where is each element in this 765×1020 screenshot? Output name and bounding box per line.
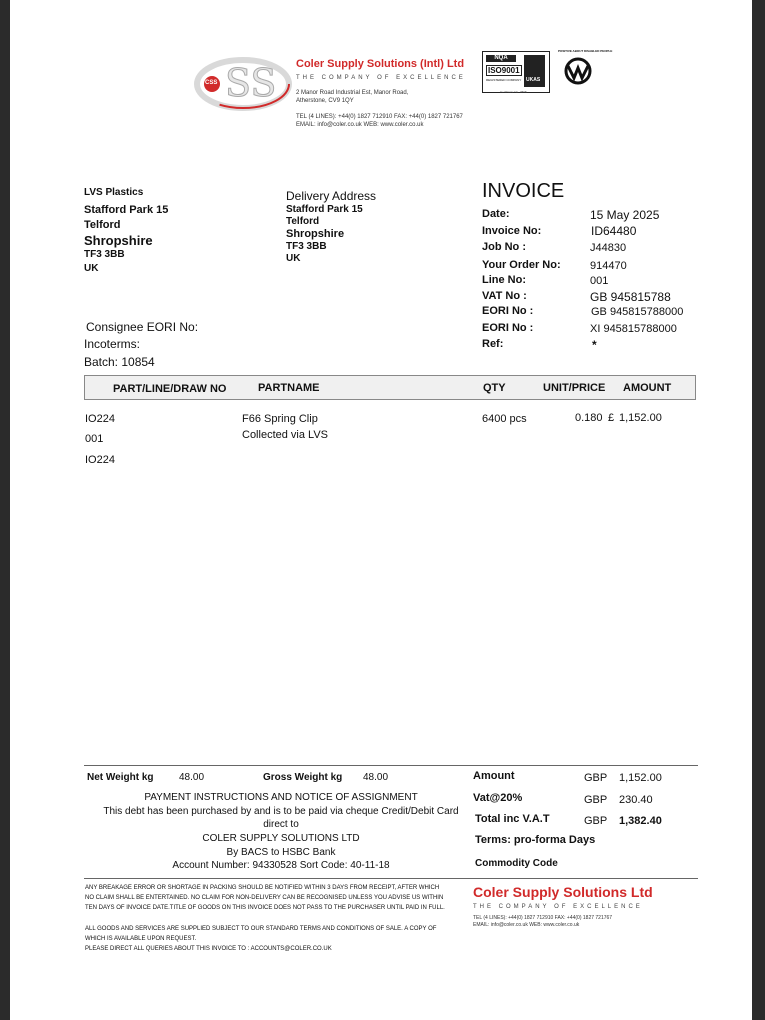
logo-text: CSS [205,80,218,86]
field-value-eori-xi: XI 945815788000 [590,323,677,335]
company-tagline: THE COMPANY OF EXCELLENCE [296,75,466,81]
invoice-title: INVOICE [482,180,565,202]
company-email: EMAIL: info@coler.co.uk WEB: www.coler.co.uk [296,122,424,128]
disclaimer-4: ALL GOODS AND SERVICES ARE SUPPLIED SUBJECT TO OUR STANDARD TERMS AND CONDITIONS OF SALE. A COPY OF [85,926,437,932]
bill-to-name: LVS Plastics [84,187,144,198]
gross-weight-value: 48.00 [363,772,389,783]
iso-label: ISO9001 [488,66,520,75]
field-value-invoice-no: ID64480 [591,224,637,238]
total-value: 1,382.40 [619,815,662,827]
footer-brand-email: EMAIL: info@coler.co.uk WEB: www.coler.co.uk [473,922,580,928]
vat-currency: GBP [584,794,608,806]
company-address-1: 2 Manor Road Industrial Est, Manor Road, [296,90,409,96]
field-label-order-no: Your Order No: [482,259,561,271]
amount-label: Amount [473,770,515,782]
payment-line6: Account Number: 94330528 Sort Code: 40-11-18 [172,860,390,871]
field-value-vat-no: GB 945815788 [590,290,671,304]
footer-brand: Coler Supply Solutions Ltd [473,884,653,900]
disclaimer-2: NO CLAIM SHALL BE ENTERTAINED. NO CLAIM FOR NON-DELIVERY CAN BE RECOGNISED UNLESS YOU ADVISE US WITHIN [85,895,444,901]
field-value-order-no: 914470 [590,260,627,272]
delivery-line5: UK [286,253,301,264]
ukas-block [524,55,545,87]
amount-currency: GBP [584,772,608,784]
bill-to-line2: Telford [84,219,121,231]
row-part: IO224 [85,413,115,425]
delivery-label: Delivery Address [286,189,377,203]
company-address-2: Atherstone, CV9 1QY [296,98,354,104]
amount-value: 1,152.00 [619,772,662,784]
iso-badge [482,51,550,93]
field-value-date: 15 May 2025 [590,208,660,222]
payment-line5: By BACS to HSBC Bank [226,847,336,858]
delivery-line3: Shropshire [286,228,345,240]
total-currency: GBP [584,815,608,827]
bill-to-line3: Shropshire [84,233,153,248]
commodity-code-label: Commodity Code [475,858,558,869]
payment-line1: PAYMENT INSTRUCTIONS AND NOTICE OF ASSIGNMENT [144,792,418,803]
field-label-job-no: Job No : [482,241,526,253]
footer-top-divider [84,765,698,766]
field-value-line-no: 001 [590,275,609,287]
bill-to-line1: Stafford Park 15 [84,204,169,216]
payment-line2: This debt has been purchased by and is to be paid via cheque Credit/Debit Card [103,806,459,817]
payment-line3: direct to [263,819,299,830]
delivery-line4: TF3 3BB [286,241,327,252]
company-name: Coler Supply Solutions (Intl) Ltd [296,58,465,70]
net-weight-value: 48.00 [179,772,205,783]
disclaimer-1: ANY BREAKAGE ERROR OR SHORTAGE IN PACKING SHOULD BE NOTIFIED WITHIN 3 DAYS FROM RECEIPT, AFTER WHICH [85,885,440,891]
incoterms-label: Incoterms: [84,337,141,351]
consignee-eori-label: Consignee EORI No: [86,320,199,334]
field-value-job-no: J44830 [590,242,627,254]
ukas-label: UKAS [526,77,541,83]
footer-bottom-divider [84,878,698,879]
row-qty: 6400 pcs [482,413,527,425]
svg-text:SS: SS [225,61,277,105]
field-label-invoice-no: Invoice No: [482,225,542,237]
row-line: 001 [85,433,104,445]
bill-to-line5: UK [84,263,99,274]
footer-brand-tel: TEL (4 LINES): +44(0) 1827 712910 FAX: +44(0) 1827 721767 [473,915,613,921]
header-amount: AMOUNT [623,382,672,394]
delivery-line2: Telford [286,216,320,227]
vat-label: Vat@20% [473,792,523,804]
header-part: PART/LINE/DRAW NO [113,383,227,395]
field-value-ref: * [592,338,597,352]
batch-number: Batch: 10854 [84,355,155,369]
total-label: Total inc V.A.T [475,813,550,825]
payment-terms: Terms: pro-forma Days [475,834,596,846]
field-value-eori-gb: GB 945815788000 [591,306,684,318]
header-partname: PARTNAME [258,382,320,394]
field-label-eori-gb: EORI No : [482,305,534,317]
header-unit-price: UNIT/PRICE [543,382,606,394]
row-partname: F66 Spring Clip [242,413,318,425]
company-tel: TEL (4 LINES): +44(0) 1827 712910 FAX: +44(0) 1827 721767 [296,114,463,120]
net-weight-label: Net Weight kg [87,772,154,783]
payment-line4: COLER SUPPLY SOLUTIONS LTD [202,833,360,844]
field-label-eori-xi: EORI No : [482,322,534,334]
field-label-line-no: Line No: [482,274,526,286]
header-qty: QTY [483,382,506,394]
disclaimer-6: PLEASE DIRECT ALL QUERIES ABOUT THIS INVOICE TO : ACCOUNTS@COLER.CO.UK [85,946,332,952]
row-note: Collected via LVS [242,429,329,441]
row-currency: £ [608,412,615,424]
field-label-ref: Ref: [482,338,504,350]
gross-weight-label: Gross Weight kg [263,772,343,783]
row-amount: 1,152.00 [619,412,662,424]
delivery-line1: Stafford Park 15 [286,204,363,215]
disclaimer-3: TEN DAYS OF INVOICE DATE.TITLE OF GOODS ON THIS INVOICE DOES NOT PASS TO THE PURCHASER UNTIL PAID IN FULL. [85,905,445,911]
cert-number: Certificate No. 3808 [500,90,527,94]
vat-value: 230.40 [619,794,653,806]
disclaimer-5: WHICH IS AVAILABLE UPON REQUEST. [85,936,197,942]
field-label-date: Date: [482,208,510,220]
footer-brand-tagline: THE COMPANY OF EXCELLENCE [473,904,643,910]
iso-registered: REGISTERED COMPANY [486,78,522,82]
field-label-vat-no: VAT No : [482,290,527,302]
badge-text: POSITIVE ABOUT DISABLED PEOPLE [558,49,613,53]
nqa-label: NQA [486,55,516,62]
row-draw: IO224 [85,454,115,466]
invoice-page [10,0,752,1020]
bill-to-line4: TF3 3BB [84,249,125,260]
positive-about-disabled-badge [550,46,606,96]
row-unit-price: 0.180 [575,412,603,424]
